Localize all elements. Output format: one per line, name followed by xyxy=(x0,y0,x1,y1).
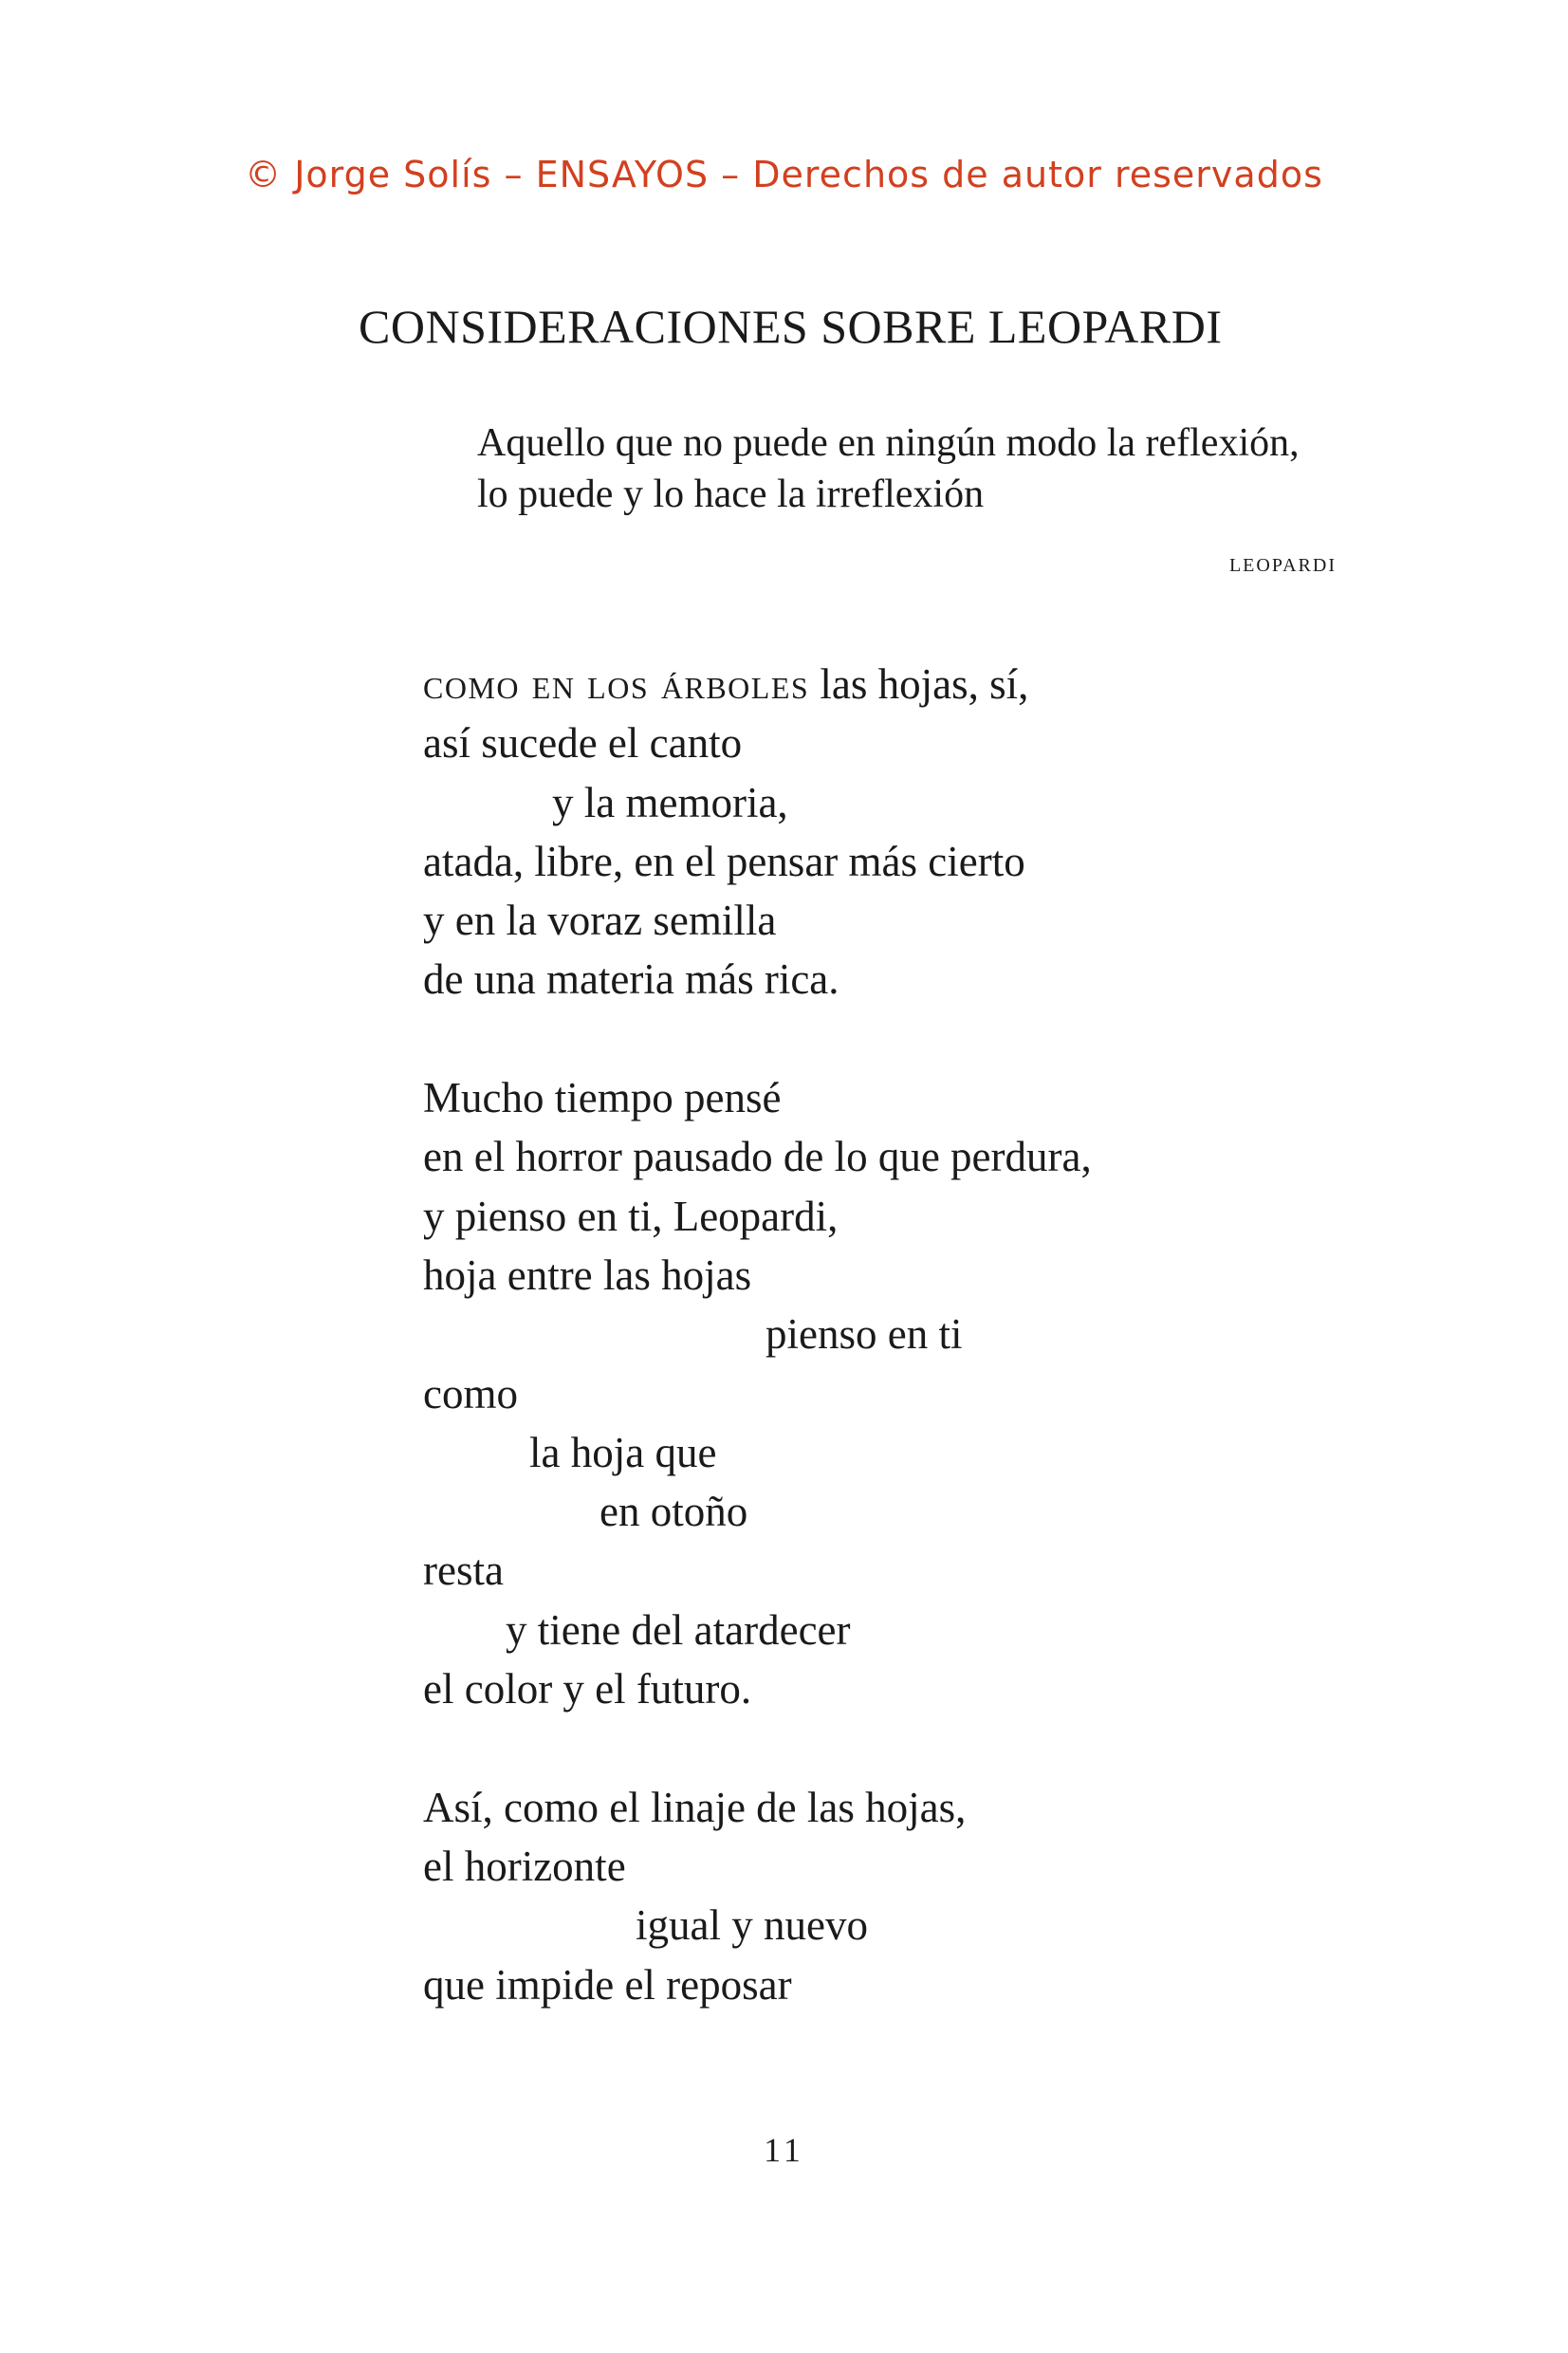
stanza-3 xyxy=(423,1778,1467,2014)
poem-line: que impide el reposar xyxy=(423,1960,792,2009)
poem-line: igual y nuevo xyxy=(636,1901,868,1950)
poem-line: como xyxy=(423,1369,518,1417)
poem-line: en otoño xyxy=(600,1488,748,1536)
poem-lead-words: como en los árboles xyxy=(423,660,810,708)
poem-line: resta xyxy=(423,1547,504,1595)
poem-line xyxy=(423,655,1467,713)
poem-line: el horizonte xyxy=(423,1842,626,1890)
epigraph-author: leopardi xyxy=(1228,547,1337,578)
epigraph-line-1: Aquello que no puede en ningún modo la reflexión, xyxy=(477,421,1300,465)
poem-line: el color y el futuro. xyxy=(423,1665,752,1714)
stanza-1 xyxy=(423,655,1467,1010)
poem-line: y en la voraz semilla xyxy=(423,897,777,945)
copyright-notice: © Jorge Solís – ENSAYOS – Derechos de autor reservados xyxy=(245,154,1323,195)
poem-body xyxy=(423,655,1467,2073)
poem-line: y la memoria, xyxy=(552,778,788,826)
poem-line-rest: las hojas, sí, xyxy=(809,660,1029,708)
epigraph-line-2: lo puede y lo hace la irreflexión xyxy=(477,472,985,516)
poem-line: así sucede el canto xyxy=(423,719,743,768)
poem-line: la hoja que xyxy=(529,1428,717,1476)
poem-line: y tiene del atardecer xyxy=(506,1605,851,1654)
epigraph xyxy=(477,417,1337,588)
page-number: 11 xyxy=(764,2131,804,2169)
poem-line: en el horror pausado de lo que perdura, xyxy=(423,1133,1092,1181)
poem-line: pienso en ti xyxy=(766,1310,963,1359)
poem-line: de una materia más rica. xyxy=(423,955,839,1004)
stanza-2 xyxy=(423,1068,1467,1718)
poem-line: atada, libre, en el pensar más cierto xyxy=(423,837,1025,885)
poem-line: Mucho tiempo pensé xyxy=(423,1074,782,1122)
poem-line: hoja entre las hojas xyxy=(423,1251,752,1299)
poem-line: y pienso en ti, Leopardi, xyxy=(423,1192,839,1240)
page-title: CONSIDERACIONES SOBRE LEOPARDI xyxy=(359,300,1223,353)
poem-line: Así, como el linaje de las hojas, xyxy=(423,1783,967,1831)
